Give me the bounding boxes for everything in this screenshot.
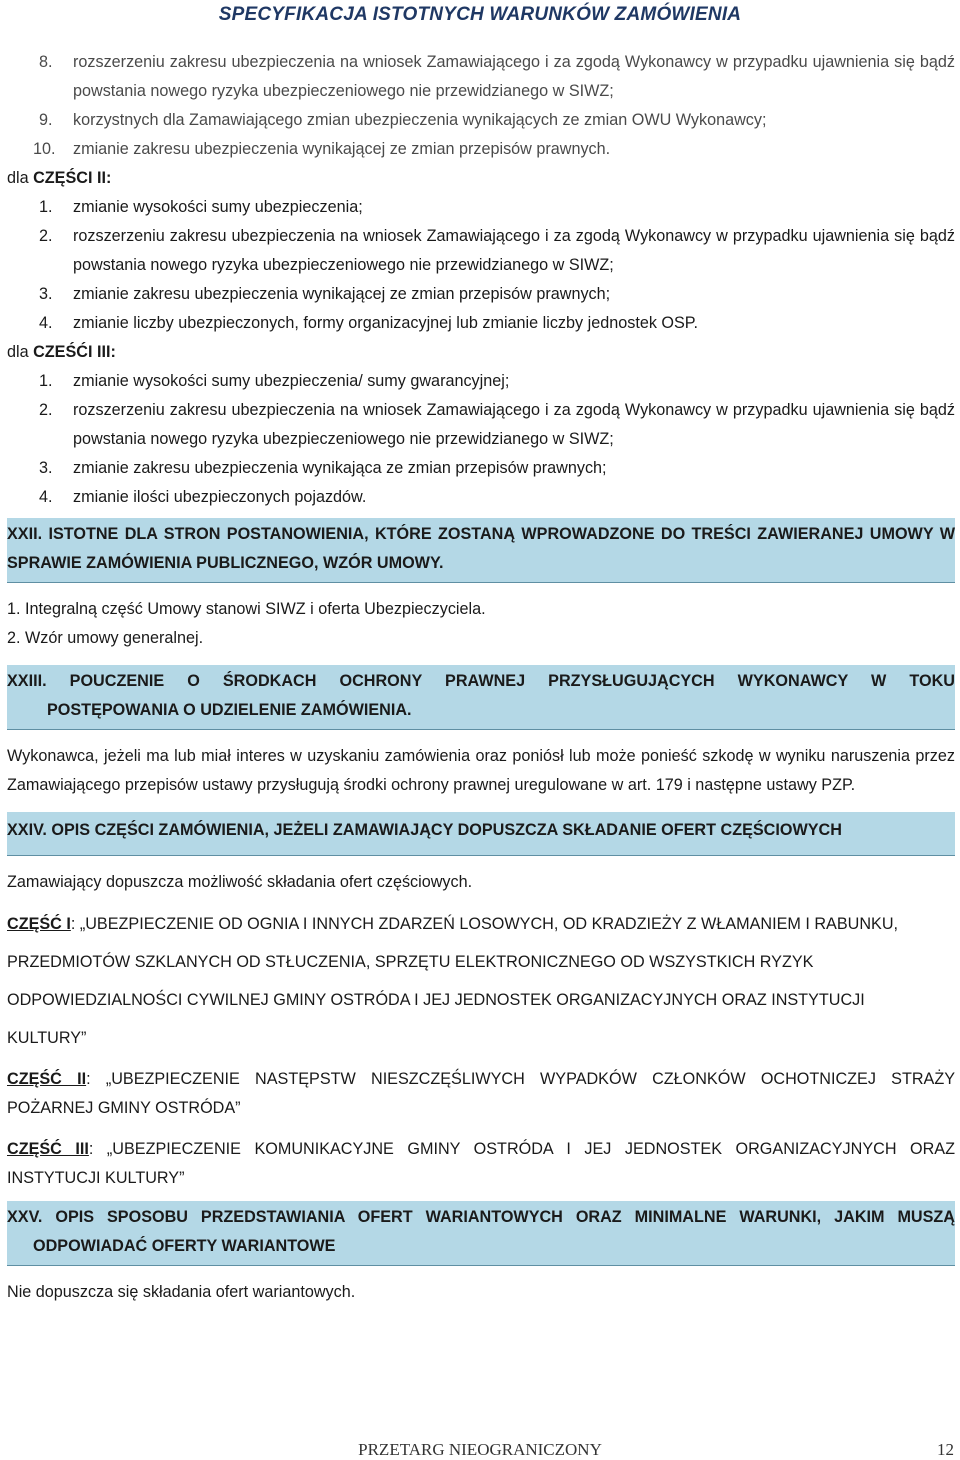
part-label: CZĘŚCI II: [33, 169, 112, 187]
list-text: zmianie wysokości sumy ubezpieczenia/ sumy gwarancyjnej; [73, 372, 510, 390]
heading-line: XXV. OPIS SPOSOBU PRZEDSTAWIANIA OFERT WARIANTOWYCH ORAZ MINIMALNE WARUNKI, JAKIM MUSZĄ [7, 1208, 955, 1226]
part-3-text: : „UBEZPIECZENIE KOMUNIKACYJNE GMINY OSTRÓDA I JEJ JEDNOSTEK ORGANIZACYJNYCH ORAZ INSTYTUCJI KULTURY” [7, 1140, 955, 1187]
list-number: 9. [39, 111, 53, 129]
list-number: 3. [39, 459, 53, 477]
section-xxiv-heading: XXIV. OPIS CZĘŚCI ZAMÓWIENIA, JEŻELI ZAMAWIAJĄCY DOPUSZCZA SKŁADANIE OFERT CZĘŚCIOWYCH [7, 812, 955, 856]
list-text: rozszerzeniu zakresu ubezpieczenia na wniosek Zamawiającego i za zgodą Wykonawcy w przypadku ujawnienia się bądź powstania nowego ryzyka ubezpieczeniowego nie przewidzianego w SIWZ; [73, 227, 955, 274]
section-xxii-line2: 2. Wzór umowy generalnej. [7, 629, 204, 647]
list-text: zmianie wysokości sumy ubezpieczenia; [73, 198, 363, 216]
section-xxiii-text: Wykonawca, jeżeli ma lub miał interes w uzyskaniu zamówienia oraz poniósł lub może ponieść szkodę w wyniku naruszenia przez Zamawiającego przepisów ustawy przysługują środki ochrony prawnej uregulowane w art. 179 i następne ustawy PZP. [7, 747, 955, 794]
list-text: zmianie ilości ubezpieczonych pojazdów. [73, 488, 367, 506]
list-item [7, 135, 955, 164]
list-item [7, 222, 955, 280]
list-item [7, 48, 955, 106]
list-number: 4. [39, 488, 53, 506]
list-item [7, 280, 955, 309]
list-text: zmianie liczby ubezpieczonych, formy organizacyjnej lub zmianie liczby jednostek OSP. [73, 314, 699, 332]
list-number: 2. [39, 227, 53, 245]
list-item [7, 106, 955, 135]
part-prefix: dla [7, 169, 34, 187]
list-text: rozszerzeniu zakresu ubezpieczenia na wniosek Zamawiającego i za zgodą Wykonawcy w przypadku ujawnienia się bądź powstania nowego ryzyka ubezpieczeniowego nie przewidzianego w SIWZ; [73, 53, 955, 100]
list-text: zmianie zakresu ubezpieczenia wynikająca ze zmian przepisów prawnych; [73, 459, 607, 477]
list-text: rozszerzeniu zakresu ubezpieczenia na wniosek Zamawiającego i za zgodą Wykonawcy w przypadku ujawnienia się bądź powstania nowego ryzyka ubezpieczeniowego nie przewidzianego w SIWZ; [73, 401, 955, 448]
part-1-line: KULTURY” [7, 1029, 87, 1047]
part-3-block [7, 1135, 955, 1193]
list-item [7, 309, 955, 338]
part-iii-heading [7, 338, 955, 367]
part-2-label: CZĘŚĆ II [7, 1070, 87, 1088]
list-item [7, 454, 955, 483]
page-number: 12 [937, 1440, 954, 1459]
list-item [7, 483, 955, 512]
list-text: zmianie zakresu ubezpieczenia wynikającej ze zmian przepisów prawnych. [73, 140, 611, 158]
section-xxiv-intro: Zamawiający dopuszcza możliwość składania ofert częściowych. [7, 873, 473, 891]
page-content [7, 48, 955, 1307]
list-number: 8. [39, 53, 53, 71]
part-2-text: : „UBEZPIECZENIE NASTĘPSTW NIESZCZĘŚLIWYCH WYPADKÓW CZŁONKÓW OCHOTNICZEJ STRAŻY POŻARNEJ GMINY OSTRÓDA” [7, 1070, 956, 1117]
heading-line: POSTĘPOWANIA O UDZIELENIE ZAMÓWIENIA. [47, 701, 412, 719]
heading-line: XXIII. POUCZENIE O ŚRODKACH OCHRONY PRAWNEJ PRZYSŁUGUJĄCYCH WYKONAWCY W TOKU [7, 672, 955, 690]
list-item [7, 396, 955, 454]
part-3-label: CZĘŚĆ III [7, 1140, 89, 1158]
section-xxii-heading: XXII. ISTOTNE DLA STRON POSTANOWIENIA, KTÓRE ZOSTANĄ WPROWADZONE DO TREŚCI ZAWIERANEJ UMOWY W SPRAWIE ZAMÓWIENIA PUBLICZNEGO, WZÓR UMOWY. [7, 518, 955, 583]
part-prefix: dla [7, 343, 34, 361]
section-xxii-line1: 1. Integralną część Umowy stanowi SIWZ i oferta Ubezpieczyciela. [7, 600, 486, 618]
part-label: CZEŚĆI III: [33, 343, 116, 361]
list-item [7, 367, 955, 396]
part-ii-heading [7, 164, 955, 193]
section-xxiii-heading [7, 665, 955, 730]
list-number: 2. [39, 401, 53, 419]
running-header: SPECYFIKACJA ISTOTNYCH WARUNKÓW ZAMÓWIENIA [218, 4, 742, 25]
section-xxv-heading [7, 1201, 955, 1266]
footer-title: PRZETARG NIEOGRANICZONY [358, 1440, 602, 1459]
list-number: 1. [39, 198, 53, 216]
list-number: 4. [39, 314, 53, 332]
list-item [7, 193, 955, 222]
part-1-label: CZĘŚĆ I [7, 915, 71, 933]
part-1-line: ODPOWIEDZIALNOŚCI CYWILNEJ GMINY OSTRÓDA I JEJ JEDNOSTEK ORGANIZACYJNYCH ORAZ INSTYTUCJI [7, 991, 865, 1009]
heading-line: ODPOWIADAĆ OFERTY WARIANTOWE [33, 1237, 336, 1255]
part-1-line: : „UBEZPIECZENIE OD OGNIA I INNYCH ZDARZEŃ LOSOWYCH, OD KRADZIEŻY Z WŁAMANIEM I RABUNKU, [70, 915, 899, 933]
part-2-block [7, 1065, 955, 1123]
list-number: 3. [39, 285, 53, 303]
list-text: zmianie zakresu ubezpieczenia wynikającej ze zmian przepisów prawnych; [73, 285, 611, 303]
list-number: 10. [33, 140, 56, 158]
section-xxv-text: Nie dopuszcza się składania ofert wariantowych. [7, 1283, 356, 1301]
list-text: korzystnych dla Zamawiającego zmian ubezpieczenia wynikających ze zmian OWU Wykonawcy; [73, 111, 767, 129]
page-footer [0, 1440, 960, 1460]
part-1-line: PRZEDMIOTÓW SZKLANYCH OD STŁUCZENIA, SPRZĘTU ELEKTRONICZNEGO OD WSZYSTKICH RYZYK [7, 953, 814, 971]
part-1-block [7, 905, 955, 1057]
list-number: 1. [39, 372, 53, 390]
